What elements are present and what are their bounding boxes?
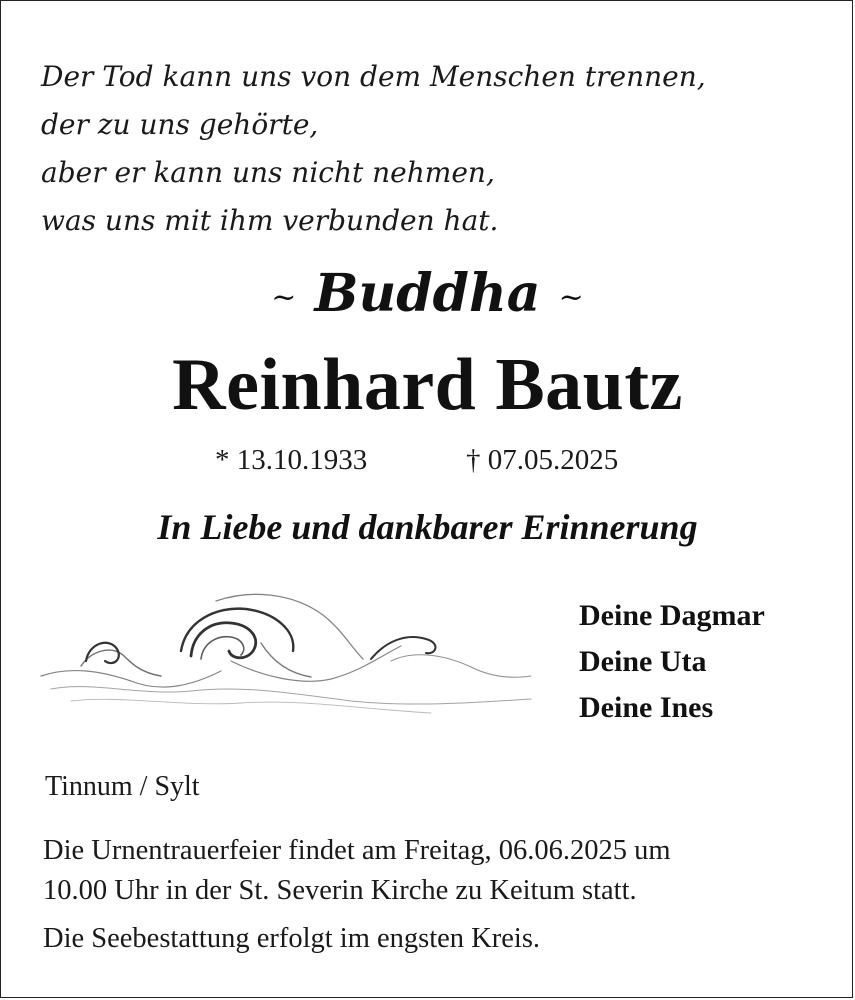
author-name: Buddha	[314, 263, 541, 324]
wave-icon	[31, 581, 541, 731]
ceremony-line: 10.00 Uhr in der St. Severin Kirche zu Keitum statt.	[43, 875, 637, 906]
burial-notice: Die Seebestattung erfolgt im engsten Kreis.	[43, 923, 541, 954]
family-member: Deine Ines	[579, 691, 714, 724]
family-list	[579, 593, 765, 731]
quote-line: der zu uns gehörte,	[41, 108, 319, 141]
quote-line: was uns mit ihm verbunden hat.	[41, 204, 499, 237]
memory-line: In Liebe und dankbarer Erinnerung	[157, 507, 698, 547]
death-date: † 07.05.2025	[466, 444, 619, 476]
quote-line: Der Tod kann uns von dem Menschen trennen,	[41, 60, 706, 93]
quote-line: aber er kann uns nicht nehmen,	[41, 156, 495, 189]
place: Tinnum / Sylt	[45, 771, 200, 802]
family-member: Deine Uta	[579, 645, 707, 678]
ceremony-line: Die Urnentrauerfeier findet am Freitag, 06.06.2025 um	[43, 835, 671, 866]
ceremony-notice	[43, 831, 833, 911]
birth-date: * 13.10.1933	[215, 444, 368, 476]
family-member: Deine Dagmar	[579, 599, 765, 632]
quote-author	[1, 263, 854, 324]
tilde-right: ~	[558, 280, 584, 315]
deceased-name: Reinhard Bautz	[172, 344, 683, 426]
quote	[41, 53, 706, 245]
tilde-left: ~	[271, 280, 297, 315]
